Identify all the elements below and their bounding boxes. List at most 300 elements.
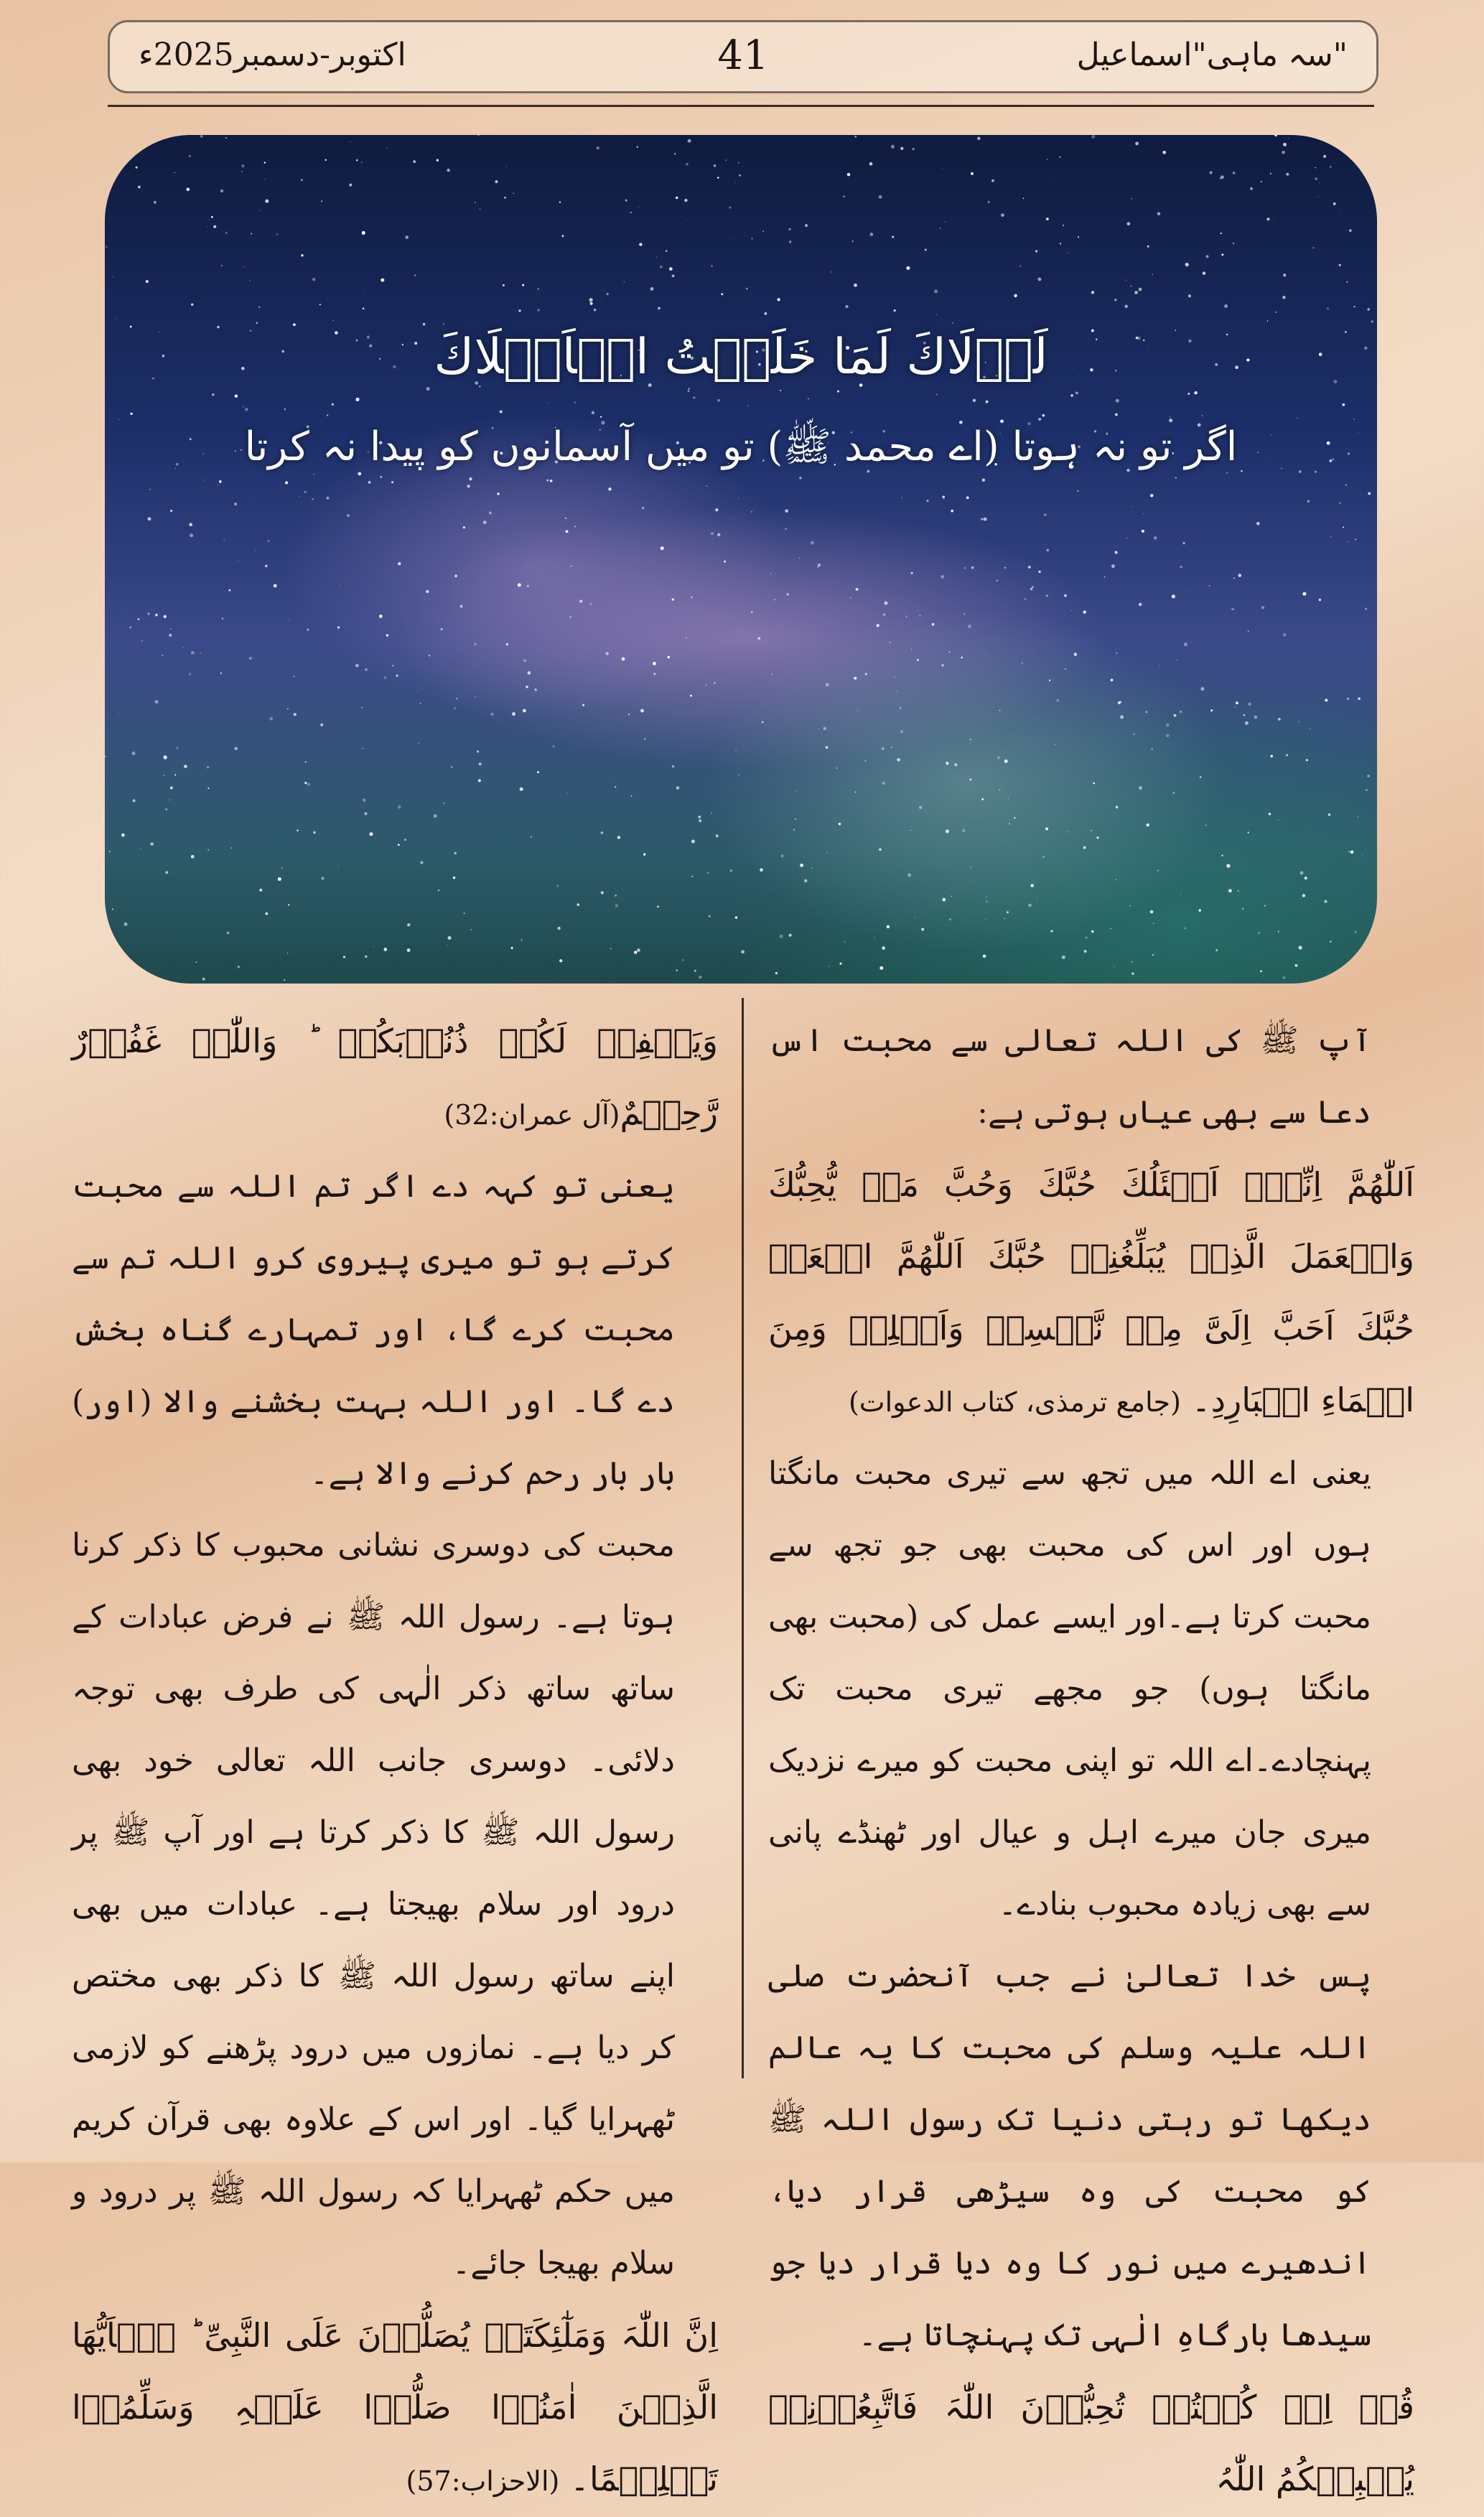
quran-verse-2 [72,2299,718,2517]
star [577,903,580,906]
star [191,855,195,859]
star [477,750,479,752]
star [301,254,304,257]
star [365,668,368,671]
star [970,739,971,740]
star [1063,225,1064,226]
star [1172,594,1175,598]
star [1008,798,1009,799]
star [313,831,315,833]
star [691,876,693,877]
star [962,829,965,832]
star [733,518,734,519]
star [362,231,365,235]
paragraph-2: پس خدا تعالیٰ نے جب آنحضرت صلی اللہ علیہ وسلم کی محبت کا یہ عالم دیکھا تو رہتی دنیا تک رسول اللہ ﷺ کو محبت کی وہ سیڑھی قرار دیا، اندھیرے میں نور کا وہ دیا قرار دیا جو سیدھا بارگاہِ الٰہی تک پہنچاتا ہے۔ [768,1958,1371,2353]
star [1355,538,1356,540]
star [1180,566,1182,568]
star [862,669,863,670]
star [1254,716,1258,719]
star [739,735,740,736]
star [891,145,895,149]
star [381,279,384,282]
star [130,326,132,328]
star [1104,576,1106,578]
star [855,136,857,138]
star [1115,551,1118,554]
star [407,948,411,952]
star [413,160,416,163]
star [973,399,976,402]
star [391,481,393,483]
star [281,867,283,869]
star [735,182,736,183]
star [112,908,113,910]
star [1030,884,1034,887]
star [874,937,875,938]
star [717,399,720,402]
star [622,658,625,661]
star [108,851,111,853]
star [597,146,599,149]
star [370,832,373,836]
star [565,518,566,519]
star [964,567,966,569]
star [854,677,857,680]
star [1131,286,1132,287]
star [1366,789,1368,791]
star [811,541,814,545]
star [811,867,813,869]
star [1091,135,1095,139]
star [892,236,894,238]
star [977,137,981,141]
star [997,579,999,582]
star [165,808,167,811]
star [202,978,205,981]
star [1157,212,1160,215]
star [222,618,223,620]
star [523,709,526,712]
star [321,877,325,880]
star [1091,930,1094,933]
star [606,293,608,295]
star [625,200,627,202]
star [948,651,950,653]
star [1221,233,1222,234]
star [1260,970,1262,972]
star [1045,828,1048,831]
star [608,487,611,490]
star [615,895,617,897]
star [764,312,767,315]
star [714,682,715,683]
star [562,235,564,237]
star [479,762,482,765]
star [426,387,430,391]
star [653,673,655,675]
star [169,634,172,637]
star [355,664,359,668]
star [523,659,526,662]
star [121,833,125,837]
star [355,398,359,401]
star [943,499,944,500]
star [672,598,674,600]
star [752,238,753,240]
star [225,137,227,139]
star [1354,306,1355,307]
star [1046,594,1048,597]
star [855,791,857,793]
star [1323,155,1326,158]
star [660,266,662,268]
star [1028,566,1031,569]
verse-text: وَیَغۡفِرۡ لَکُمۡ ذُنُوۡبَکُمۡ ؕ وَاللّٰہُ غَفُوۡرٌ رَّحِیۡمٌ [72,1022,718,1132]
star [729,869,732,872]
star [1256,522,1260,526]
star [363,798,365,801]
star [235,394,238,398]
star [368,481,371,484]
star [566,530,569,533]
star [364,812,367,815]
star [1147,246,1149,248]
star [1126,222,1130,225]
star [1185,263,1189,266]
star [434,814,437,818]
star [1120,715,1124,719]
star [1023,197,1025,199]
star [925,249,927,251]
star [260,210,261,211]
star [386,148,387,149]
star [553,745,555,747]
star [644,738,645,739]
star [490,713,493,716]
star [781,854,784,857]
star [1202,415,1203,416]
star [865,673,867,675]
star [464,912,465,914]
star [213,225,216,228]
star [293,323,296,326]
star [294,713,297,716]
star [164,755,167,759]
star [186,187,190,191]
star [504,197,506,199]
star [249,657,252,660]
star [243,406,244,407]
star [901,497,902,498]
star [1312,247,1314,248]
star [443,323,444,324]
star [522,284,524,286]
star [666,250,668,252]
star [288,904,290,906]
star [1236,701,1238,704]
star [1200,776,1201,777]
star [1131,961,1132,962]
star [997,756,999,758]
star [106,246,108,248]
star [770,573,772,574]
star [1261,181,1262,182]
star [506,643,508,645]
star [444,803,445,804]
star [312,278,315,281]
banner-urdu-caption: اگر تو نہ ہوتا (اے محمد ﷺ) تو میں آسمانوں کو پیدا نہ کرتا [244,424,1238,470]
star [672,274,675,277]
star [1083,846,1086,849]
star [1349,851,1350,853]
star [592,411,594,414]
star [1032,879,1033,880]
star [757,637,760,640]
star [1146,711,1148,713]
star [1046,548,1049,551]
star [1067,831,1068,832]
star [321,200,322,202]
star [150,842,154,846]
star [1274,135,1277,136]
star [634,951,637,953]
star [986,401,989,403]
star [650,287,654,291]
star [985,919,986,920]
star [1055,744,1056,745]
star [1157,870,1159,872]
star [1150,494,1154,498]
star [1114,299,1116,301]
star [1187,393,1190,395]
star [1243,714,1245,716]
star [968,625,971,628]
star [420,703,421,704]
star [600,416,602,417]
star [478,779,481,782]
star [500,410,503,413]
star [936,394,938,396]
star [414,274,416,276]
star [383,948,387,951]
star [594,309,596,311]
star [1226,864,1230,868]
star [1233,243,1234,244]
star [831,271,832,273]
star [1032,587,1033,588]
star [971,867,972,868]
star [1004,917,1005,919]
star [538,288,539,289]
star [437,159,439,162]
star [1327,307,1329,309]
star [836,767,838,769]
star [1184,643,1187,646]
star [774,599,775,600]
star [489,512,492,515]
star [189,155,191,157]
star [674,153,676,154]
star [864,760,866,761]
star [715,508,718,511]
star [155,700,159,704]
star [1278,718,1281,721]
star [557,927,560,930]
star [148,517,151,520]
star [1116,805,1119,808]
star [954,763,957,766]
star [456,698,457,699]
star [531,836,532,838]
star [1302,592,1306,596]
star [200,652,201,653]
star [340,584,341,585]
star [1347,698,1349,700]
star [454,574,457,577]
star [123,923,127,926]
star [207,766,209,768]
star [1282,151,1285,154]
star [170,787,173,790]
star [738,162,739,163]
star [174,172,175,173]
star [879,966,883,970]
star [285,481,288,484]
star [653,662,656,666]
star [917,659,919,661]
star [1286,173,1289,176]
star [190,533,193,537]
star [1325,699,1327,701]
star [162,655,164,656]
star [337,626,340,628]
star [657,906,659,908]
star [130,413,132,415]
star [512,712,515,716]
star [503,284,505,286]
star [423,323,426,326]
star [949,918,951,920]
star [983,955,986,958]
star [284,979,285,981]
star [474,643,477,646]
star [1062,956,1065,959]
star [1091,830,1092,831]
star [951,510,953,513]
star [327,414,329,416]
star [241,171,243,172]
star [256,322,258,324]
star [1056,699,1059,702]
star [985,654,986,655]
star [615,904,618,907]
star [1143,513,1144,515]
star [760,868,763,872]
star [1358,697,1360,699]
star [1210,171,1213,174]
star [238,966,240,968]
star [882,782,885,785]
star [220,190,223,192]
star [1034,648,1035,649]
star [305,761,307,762]
column-divider [742,998,744,2078]
star [688,390,690,392]
star [574,401,577,403]
star [207,849,209,851]
star [1354,930,1356,933]
star [1077,490,1078,492]
star [826,852,828,854]
star [699,819,701,822]
star [1139,786,1142,790]
star [762,231,763,232]
star [220,672,223,674]
star [1333,202,1336,205]
star [971,566,974,569]
star [1300,872,1304,875]
star [420,861,423,864]
star [785,509,788,513]
star [945,221,946,223]
star [1346,281,1348,283]
star [1037,277,1041,281]
star [857,710,858,711]
star [1189,591,1190,592]
star [630,401,631,402]
star [196,961,197,963]
star [1166,724,1170,727]
star [259,889,262,892]
star [1306,759,1308,761]
star [405,235,408,238]
star [1330,940,1331,942]
star [911,572,913,574]
star [805,224,808,227]
star [269,717,273,721]
star [147,612,149,615]
star [1330,536,1331,537]
star [1044,513,1047,516]
star [729,207,732,209]
star [404,839,406,841]
star [1038,571,1041,574]
star [129,626,131,628]
star [1307,500,1310,503]
star [495,180,498,183]
star [1028,904,1032,907]
star [714,164,716,167]
verse2-reference: (الاحزاب:57) [406,2465,560,2497]
star [1133,734,1134,735]
star [676,197,678,200]
star [605,652,609,655]
star [470,929,472,930]
star [138,186,141,189]
star [537,771,539,773]
star [475,202,476,203]
star [1283,633,1287,637]
star [284,408,286,410]
star [688,139,691,143]
star [241,164,245,168]
star [1093,783,1095,785]
star [1276,312,1277,313]
star [170,628,172,630]
star [1349,229,1352,232]
star [407,923,411,927]
star [1064,594,1067,597]
